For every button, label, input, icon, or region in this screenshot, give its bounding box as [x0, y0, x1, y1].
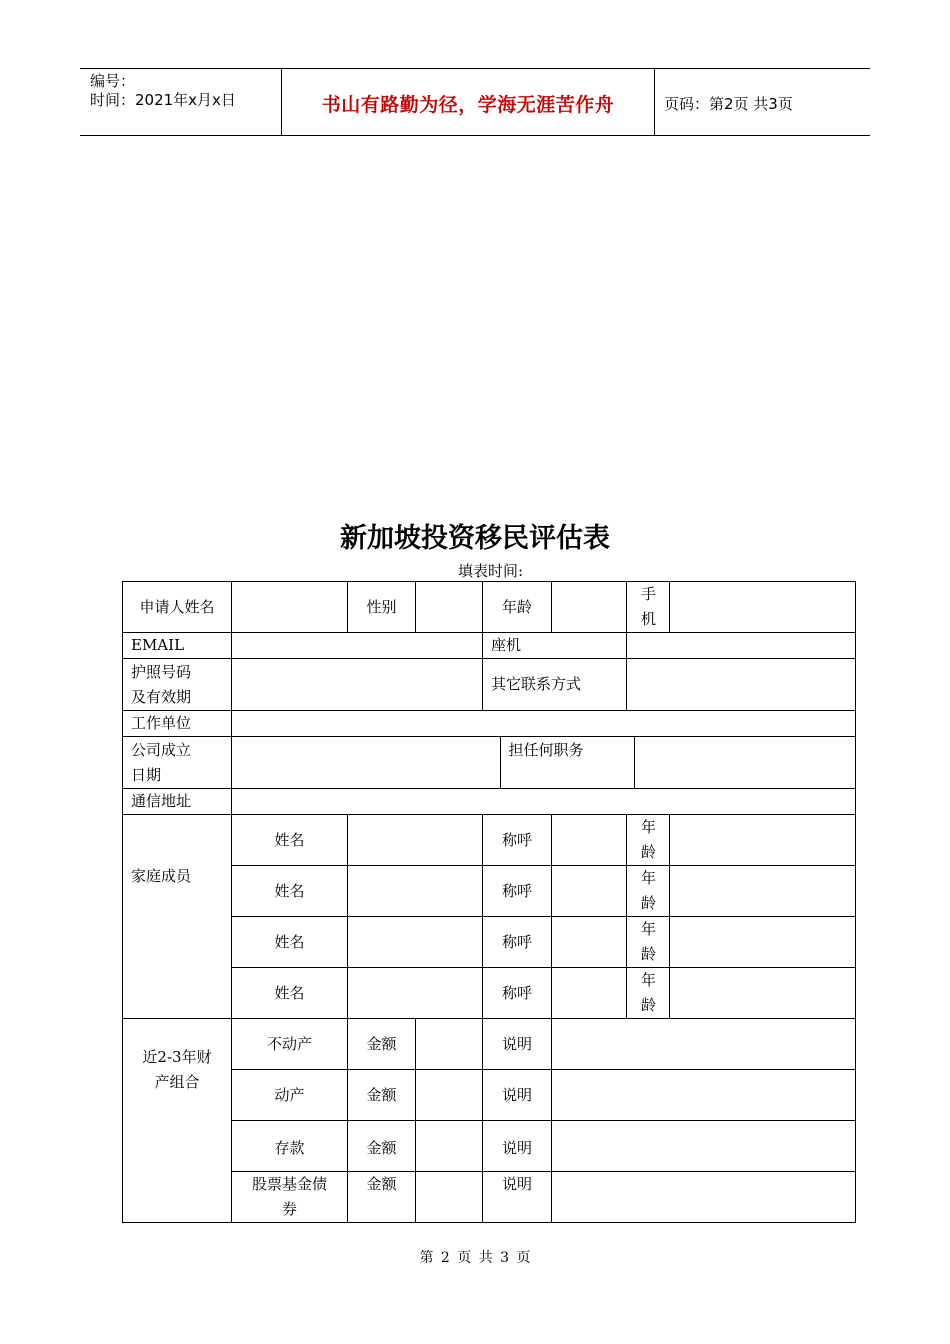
- table-row: [123, 866, 856, 917]
- employer-field[interactable]: [232, 711, 856, 737]
- passport-field[interactable]: [232, 659, 483, 711]
- landline-label: 座机: [483, 633, 627, 659]
- family-age-label: 年龄: [627, 917, 670, 968]
- family-name-field[interactable]: [348, 866, 483, 917]
- asset-amount-label: 金额: [348, 1070, 416, 1121]
- landline-field[interactable]: [627, 633, 856, 659]
- table-row: [123, 1019, 856, 1070]
- family-relation-field[interactable]: [552, 917, 627, 968]
- asset-note-field[interactable]: [552, 1070, 856, 1121]
- fill-time-label: 填表时间:: [458, 562, 524, 580]
- family-relation-field[interactable]: [552, 866, 627, 917]
- family-age-label: 年龄: [627, 866, 670, 917]
- other-contact-label: 其它联系方式: [483, 659, 627, 711]
- table-row: [123, 1070, 856, 1121]
- family-age-field[interactable]: [670, 968, 856, 1019]
- asset-note-field[interactable]: [552, 1172, 856, 1223]
- asset-type-label: 不动产: [232, 1019, 348, 1070]
- age-label: 年龄: [483, 582, 552, 633]
- email-label: EMAIL: [123, 633, 232, 659]
- age-field[interactable]: [552, 582, 627, 633]
- family-relation-label: 称呼: [483, 968, 552, 1019]
- email-field[interactable]: [232, 633, 483, 659]
- asset-amount-field[interactable]: [416, 1121, 483, 1172]
- address-label: 通信地址: [123, 789, 232, 815]
- asset-note-label: 说明: [483, 1172, 552, 1223]
- header-page-label: 页码：第2页 共3页: [664, 95, 793, 113]
- asset-type-label: 动产: [232, 1070, 348, 1121]
- header-number-label: 编号：: [90, 72, 136, 90]
- asset-note-field[interactable]: [552, 1121, 856, 1172]
- family-name-label: 姓名: [232, 968, 348, 1019]
- gender-label: 性别: [348, 582, 416, 633]
- header-motto: 书山有路勤为径，学海无涯苦作舟: [321, 94, 615, 116]
- company-founded-row: [232, 737, 856, 789]
- applicant-name-field[interactable]: [232, 582, 348, 633]
- assessment-form: [122, 581, 856, 1223]
- mobile-label: 手机: [627, 582, 670, 633]
- asset-type-label: 股票基金债券: [232, 1172, 348, 1223]
- header-divider-right: [654, 68, 655, 136]
- asset-amount-field[interactable]: [416, 1019, 483, 1070]
- family-name-field[interactable]: [348, 917, 483, 968]
- family-age-label: 年龄: [627, 815, 670, 866]
- gender-field[interactable]: [416, 582, 483, 633]
- family-age-label: 年龄: [627, 968, 670, 1019]
- family-relation-field[interactable]: [552, 815, 627, 866]
- passport-label: 护照号码及有效期: [123, 659, 232, 711]
- header-time-label: 时间：2021年x月x日: [90, 91, 236, 109]
- employer-label: 工作单位: [123, 711, 232, 737]
- family-relation-label: 称呼: [483, 866, 552, 917]
- table-row: [123, 815, 856, 866]
- family-name-label: 姓名: [232, 815, 348, 866]
- family-name-label: 姓名: [232, 917, 348, 968]
- family-name-field[interactable]: [348, 815, 483, 866]
- table-row: [123, 659, 856, 711]
- applicant-name-label: 申请人姓名: [123, 582, 232, 633]
- header-bottom-rule: [80, 135, 870, 136]
- assets-label: 近2-3年财产组合: [123, 1019, 232, 1223]
- document-title: 新加坡投资移民评估表: [340, 523, 610, 554]
- position-field[interactable]: [634, 737, 855, 788]
- family-relation-field[interactable]: [552, 968, 627, 1019]
- page-footer: 第 2 页 共 3 页: [419, 1250, 531, 1266]
- asset-note-label: 说明: [483, 1070, 552, 1121]
- asset-amount-field[interactable]: [416, 1070, 483, 1121]
- company-founded-label: 公司成立日期: [123, 737, 232, 789]
- family-age-field[interactable]: [670, 866, 856, 917]
- family-members-label: 家庭成员: [123, 815, 232, 1019]
- family-age-field[interactable]: [670, 917, 856, 968]
- table-row: [123, 917, 856, 968]
- asset-amount-field[interactable]: [416, 1172, 483, 1223]
- family-name-field[interactable]: [348, 968, 483, 1019]
- asset-note-label: 说明: [483, 1121, 552, 1172]
- table-row: [123, 711, 856, 737]
- table-row: [123, 737, 856, 789]
- asset-type-label: 存款: [232, 1121, 348, 1172]
- asset-amount-label: 金额: [348, 1172, 416, 1223]
- family-relation-label: 称呼: [483, 917, 552, 968]
- table-row: [123, 582, 856, 633]
- family-relation-label: 称呼: [483, 815, 552, 866]
- other-contact-field[interactable]: [627, 659, 856, 711]
- address-field[interactable]: [232, 789, 856, 815]
- asset-amount-label: 金额: [348, 1121, 416, 1172]
- family-name-label: 姓名: [232, 866, 348, 917]
- table-row: [123, 789, 856, 815]
- table-row: [123, 1121, 856, 1172]
- asset-amount-label: 金额: [348, 1019, 416, 1070]
- family-age-field[interactable]: [670, 815, 856, 866]
- asset-note-label: 说明: [483, 1019, 552, 1070]
- mobile-field[interactable]: [670, 582, 856, 633]
- table-row: [123, 968, 856, 1019]
- header-top-rule: [80, 68, 870, 69]
- table-row: [123, 1172, 856, 1223]
- table-row: [123, 633, 856, 659]
- company-founded-field[interactable]: [232, 737, 500, 788]
- asset-note-field[interactable]: [552, 1019, 856, 1070]
- position-label: 担任何职务: [500, 737, 634, 788]
